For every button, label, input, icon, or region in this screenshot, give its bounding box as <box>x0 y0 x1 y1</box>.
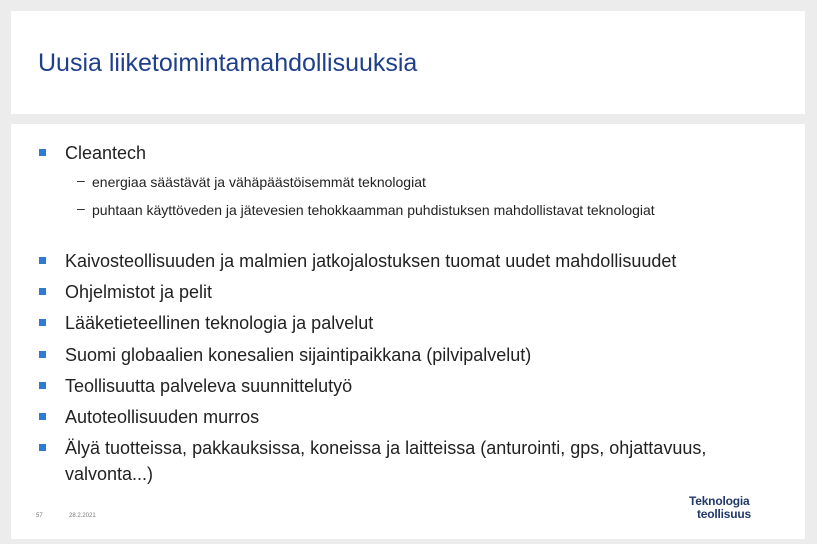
sub-bullet-dash: – <box>77 200 85 216</box>
sub-bullet-text: puhtaan käyttöveden ja jätevesien tehokkaamman puhdistuksen mahdollistavat teknologiat <box>92 202 655 218</box>
slide-title: Uusia liiketoimintamahdollisuuksia <box>38 49 418 77</box>
bullet-marker <box>39 257 46 264</box>
bullet-text: Älyä tuotteissa, pakkauksissa, koneissa ja laitteissa (anturointi, gps, ohjattavuus, valvonta...) <box>65 438 707 484</box>
bullet-list <box>11 124 805 539</box>
bullet-text: Kaivosteollisuuden ja malmien jatkojalostuksen tuomat uudet mahdollisuudet <box>65 251 677 271</box>
bullet-marker <box>39 351 46 358</box>
sub-bullet-dash: – <box>77 172 85 188</box>
bullet-text: Teollisuutta palveleva suunnittelutyö <box>65 376 353 396</box>
bullet-text: Cleantech <box>65 143 147 163</box>
sub-bullet-text: energiaa säästävät ja vähäpäästöisemmät teknologiat <box>92 174 426 190</box>
slide-date: 28.2.2021 <box>69 513 96 519</box>
logo-line-1: Teknologia <box>689 494 750 508</box>
teknologiateollisuus-logo <box>689 495 751 521</box>
bullet-marker <box>39 413 46 420</box>
bullet-text: Lääketieteellinen teknologia ja palvelut <box>65 313 374 333</box>
bullet-marker <box>39 149 46 156</box>
bullet-marker <box>39 382 46 389</box>
bullet-marker <box>39 444 46 451</box>
bullet-text: Autoteollisuuden murros <box>65 407 260 427</box>
bullet-text: Ohjelmistot ja pelit <box>65 282 213 302</box>
bullet-text: Suomi globaalien konesalien sijaintipaikkana (pilvipalvelut) <box>65 345 532 365</box>
bullet-marker <box>39 288 46 295</box>
page-number: 57 <box>36 513 43 519</box>
content-panel <box>11 124 805 539</box>
logo-line-2: teollisuus <box>697 507 752 521</box>
bullet-marker <box>39 319 46 326</box>
title-panel <box>11 11 805 114</box>
